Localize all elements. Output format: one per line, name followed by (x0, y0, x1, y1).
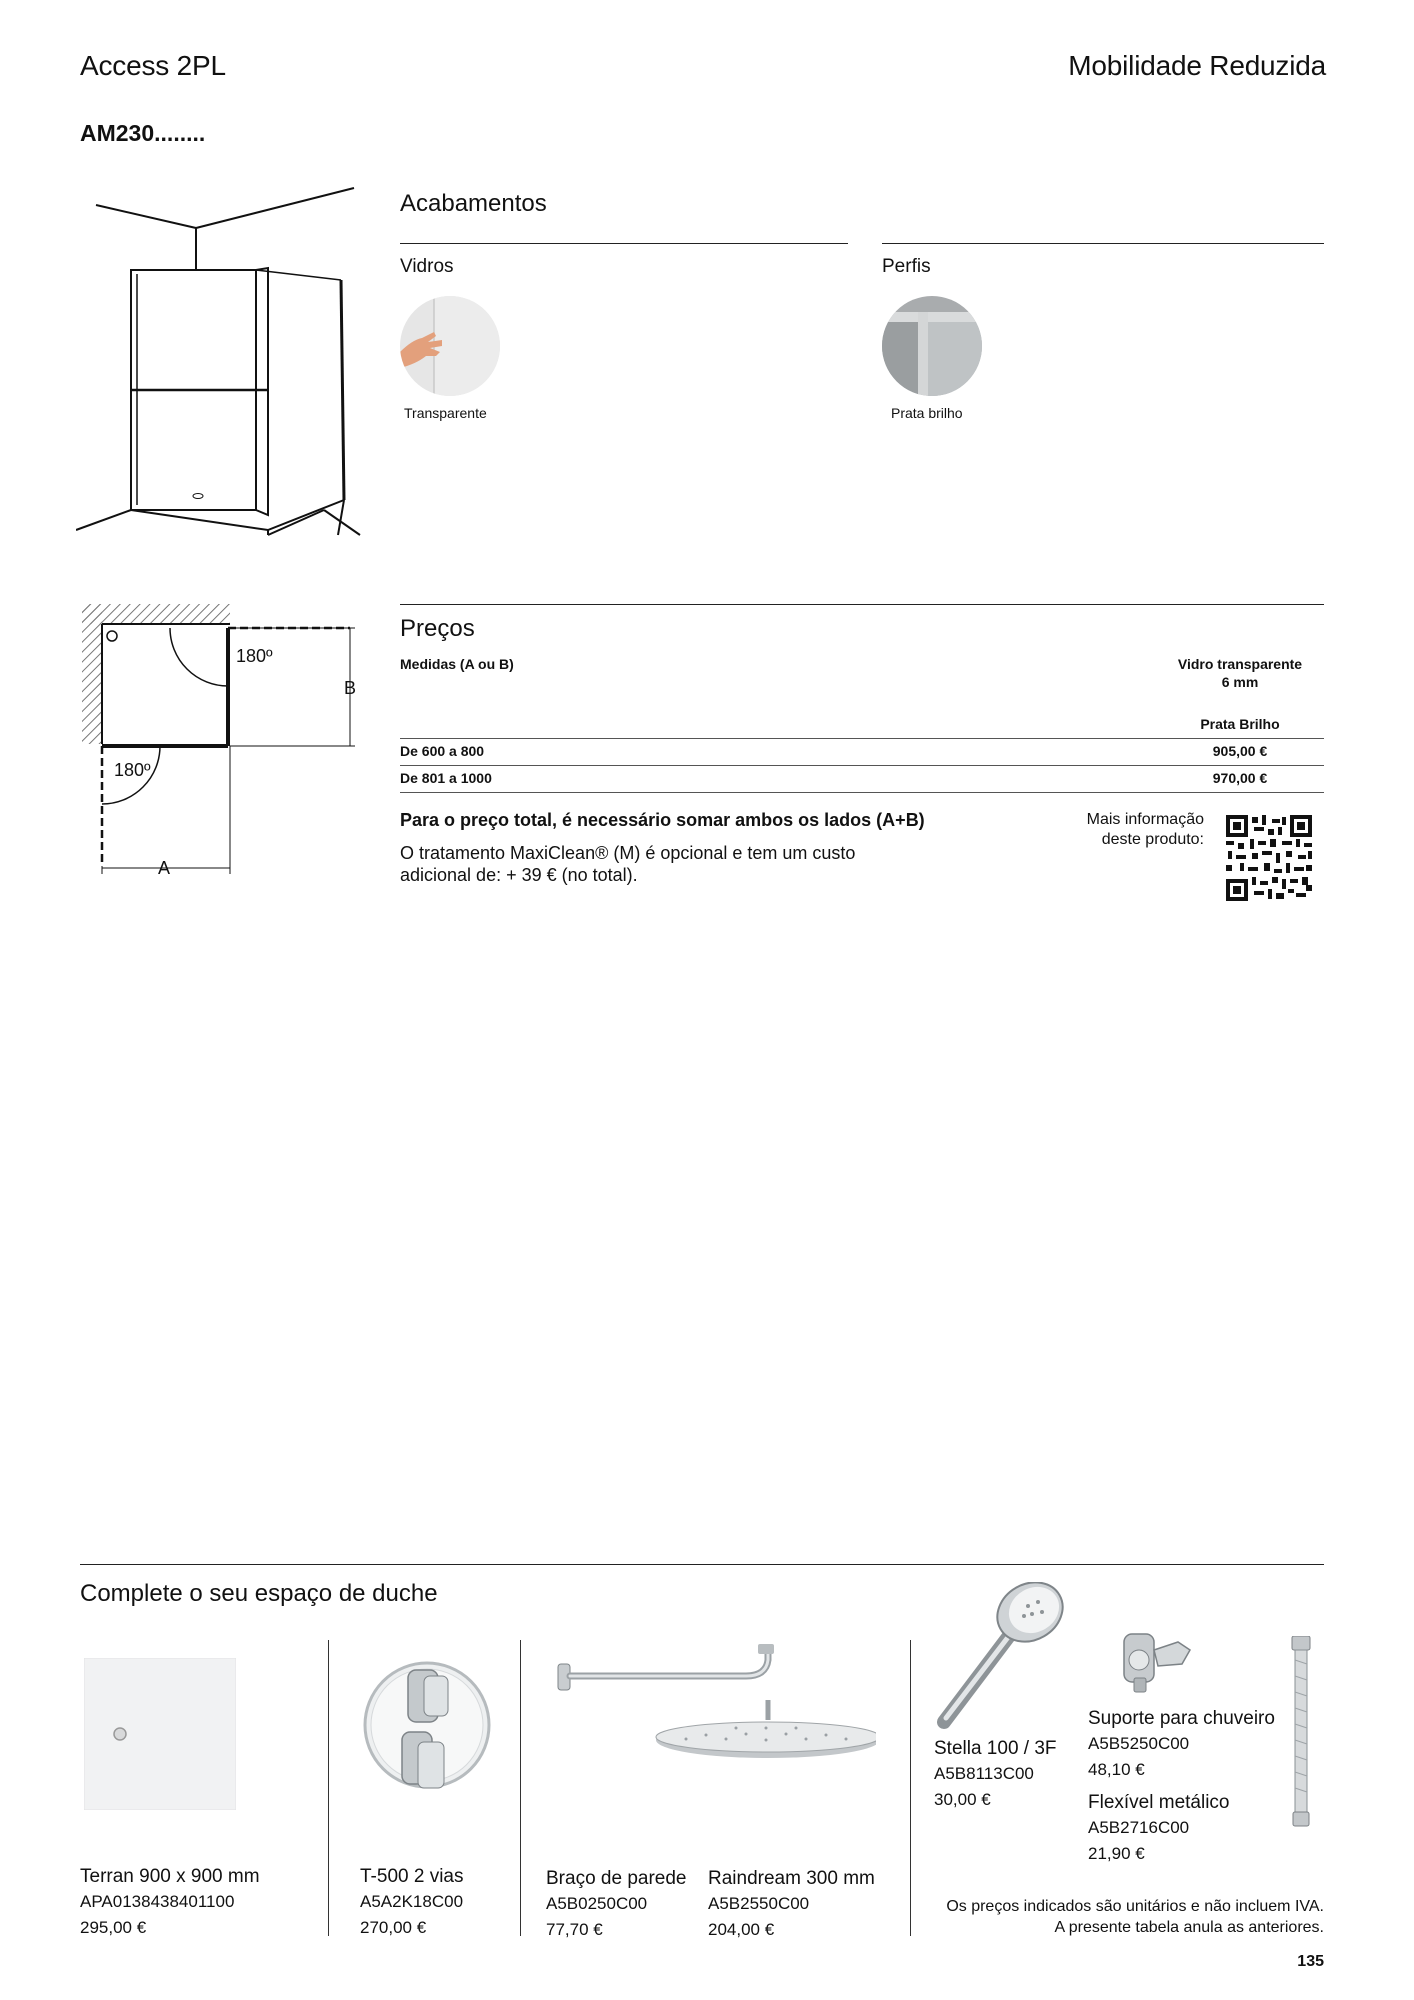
product-divider (520, 1640, 521, 1936)
product-name: Terran 900 x 900 mm (80, 1866, 260, 1887)
page-title: Access 2PL (80, 50, 226, 81)
price-row-range: De 600 a 800 (400, 743, 485, 759)
price-disclaimer-line1: Os preços indicados são unitários e não incluem IVA. (946, 1898, 1324, 1915)
price-row-value: 970,00 € (1212, 770, 1268, 786)
shower-arm-and-head-image (556, 1640, 876, 1770)
glass-column-header-line1: Vidro transparente (1177, 656, 1303, 672)
glass-column-header (1160, 656, 1320, 690)
prices-title: Preços (400, 615, 475, 642)
angle-top-label: 180º (236, 646, 273, 666)
hand-shower-image (930, 1582, 1080, 1732)
product-divider (328, 1640, 329, 1936)
product-price: 21,90 € (1088, 1844, 1145, 1863)
product-code: A5B0250C00 (546, 1894, 648, 1913)
product-name: Stella 100 / 3F (934, 1738, 1057, 1759)
shower-tray-image (84, 1658, 236, 1810)
price-disclaimer (946, 1896, 1324, 1938)
complete-section-title: Complete o seu espaço de duche (80, 1580, 438, 1607)
product-code: A5B5250C00 (1088, 1734, 1190, 1753)
price-row-value: 905,00 € (1212, 743, 1268, 759)
product-name: Braço de parede (546, 1868, 687, 1889)
product-name: Flexível metálico (1088, 1792, 1230, 1813)
table-row-rule (400, 765, 1324, 766)
prices-top-rule (400, 604, 1324, 605)
transparent-glass-swatch (398, 294, 502, 398)
more-info-line1: Mais informação (1086, 811, 1204, 828)
more-info-label (1050, 810, 1204, 850)
total-price-note: Para o preço total, é necessário somar ambos os lados (A+B) (400, 810, 925, 830)
measure-column-header: Medidas (A ou B) (400, 656, 514, 672)
product-price: 30,00 € (934, 1790, 991, 1809)
glass-option-label: Transparente (404, 405, 487, 421)
plan-diagram (80, 604, 360, 880)
thermostatic-valve-image (362, 1660, 492, 1800)
product-price: 270,00 € (360, 1918, 427, 1937)
maxiclean-note (400, 842, 855, 886)
product-price: 48,10 € (1088, 1760, 1145, 1779)
finishes-title: Acabamentos (400, 190, 547, 217)
product-code: A5B2716C00 (1088, 1818, 1190, 1837)
silver-profile-swatch (880, 294, 984, 398)
page-number: 135 (1297, 1953, 1324, 1970)
category-title: Mobilidade Reduzida (1068, 50, 1326, 81)
product-price: 204,00 € (708, 1920, 775, 1939)
profile-option-label: Prata brilho (891, 405, 963, 421)
qr-code[interactable] (1226, 815, 1312, 901)
table-bottom-rule (400, 792, 1324, 793)
product-code: APA0138438401100 (80, 1892, 235, 1911)
product-name: Suporte para chuveiro (1088, 1708, 1275, 1729)
product-code: A5A2K18C00 (360, 1892, 464, 1911)
product-name: T-500 2 vias (360, 1866, 464, 1887)
shower-holder-image (1118, 1620, 1198, 1694)
complete-section-rule (80, 1564, 1324, 1565)
product-price: 295,00 € (80, 1918, 147, 1937)
maxiclean-note-line2: adicional de: + 39 € (no total). (400, 865, 638, 885)
product-divider (910, 1640, 911, 1936)
price-row-range: De 801 a 1000 (400, 770, 492, 786)
more-info-line2: deste produto: (1101, 831, 1204, 848)
product-code: A5B2550C00 (708, 1894, 810, 1913)
finishes-profile-rule (882, 243, 1324, 244)
maxiclean-note-line1: O tratamento MaxiClean® (M) é opcional e tem um custo (400, 843, 856, 863)
glass-column-header-line2: 6 mm (1221, 674, 1259, 690)
product-code: A5B8113C00 (934, 1764, 1034, 1783)
angle-bottom-label: 180º (114, 760, 151, 780)
product-price: 77,70 € (546, 1920, 603, 1939)
glass-heading: Vidros (400, 256, 454, 277)
price-disclaimer-line2: A presente tabela anula as anteriores. (1054, 1919, 1324, 1936)
dimension-b-label: B (344, 678, 357, 698)
metal-hose-image (1288, 1636, 1314, 1828)
product-name: Raindream 300 mm (708, 1868, 875, 1889)
profiles-heading: Perfis (882, 256, 931, 277)
shower-enclosure-illustration (76, 180, 361, 540)
table-header-rule (400, 738, 1324, 739)
model-code: AM230........ (80, 120, 206, 146)
finish-column-header: Prata Brilho (1200, 716, 1280, 732)
finishes-glass-rule (400, 243, 848, 244)
dimension-a-label: A (158, 858, 171, 878)
